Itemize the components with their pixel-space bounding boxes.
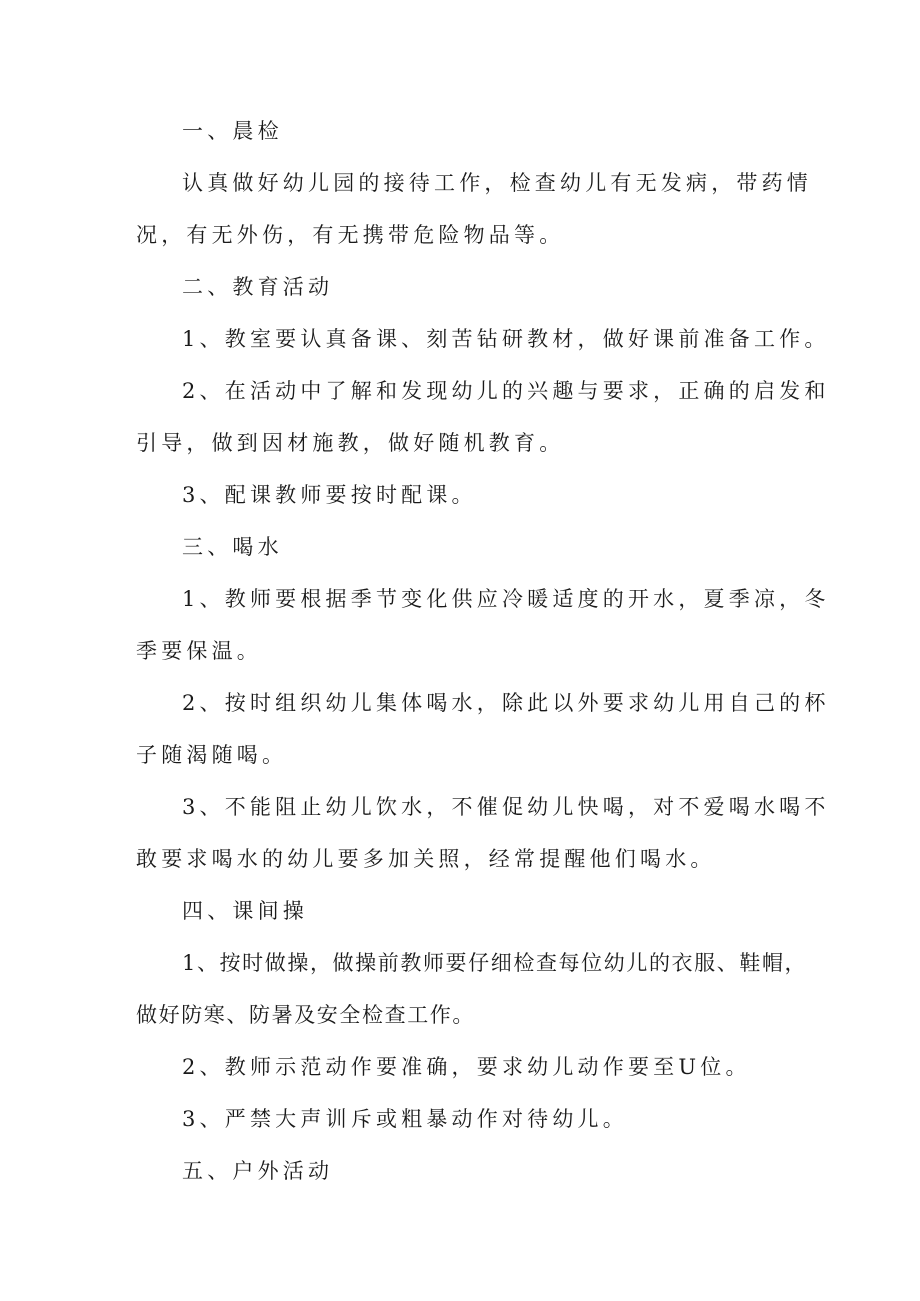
heading-break-exercise: 四、课间操 xyxy=(182,899,308,923)
heading-education-activity: 二、教育活动 xyxy=(182,275,334,299)
paragraph-line: 做好防寒、防暑及安全检查工作。 xyxy=(136,1003,475,1027)
paragraph-line: 敢要求喝水的幼儿要多加关照，经常提醒他们喝水。 xyxy=(136,847,716,871)
paragraph-line: 况，有无外伤，有无携带危险物品等。 xyxy=(136,223,565,247)
paragraph-line: 1、按时做操，做操前教师要仔细检查每位幼儿的衣服、鞋帽， xyxy=(182,951,808,975)
paragraph-line: 引导，做到因材施教，做好随机教育。 xyxy=(136,431,565,455)
heading-outdoor-activity: 五、户外活动 xyxy=(182,1159,334,1183)
paragraph-line: 1、教室要认真备课、刻苦钻研教材，做好课前准备工作。 xyxy=(182,327,830,351)
paragraph-line: 3、严禁大声训斥或粗暴动作对待幼儿。 xyxy=(182,1107,628,1131)
paragraph-line: 1、教师要根据季节变化供应冷暖适度的开水，夏季凉，冬 xyxy=(182,587,830,611)
paragraph-line: 2、在活动中了解和发现幼儿的兴趣与要求，正确的启发和 xyxy=(182,379,830,403)
paragraph-line: 子随渴随喝。 xyxy=(136,743,288,767)
heading-drinking-water: 三、喝水 xyxy=(182,535,283,559)
paragraph-line: 3、配课教师要按时配课。 xyxy=(182,483,477,507)
paragraph-line: 2、按时组织幼儿集体喝水，除此以外要求幼儿用自己的杯 xyxy=(182,691,830,715)
paragraph-line: 认真做好幼儿园的接待工作，检查幼儿有无发病，带药情 xyxy=(182,171,812,195)
paragraph-line: 2、教师示范动作要准确，要求幼儿动作要至U位。 xyxy=(182,1055,751,1079)
paragraph-line: 季要保温。 xyxy=(136,639,262,663)
heading-morning-check: 一、晨检 xyxy=(182,119,283,143)
paragraph-line: 3、不能阻止幼儿饮水，不催促幼儿快喝，对不爱喝水喝不 xyxy=(182,795,830,819)
